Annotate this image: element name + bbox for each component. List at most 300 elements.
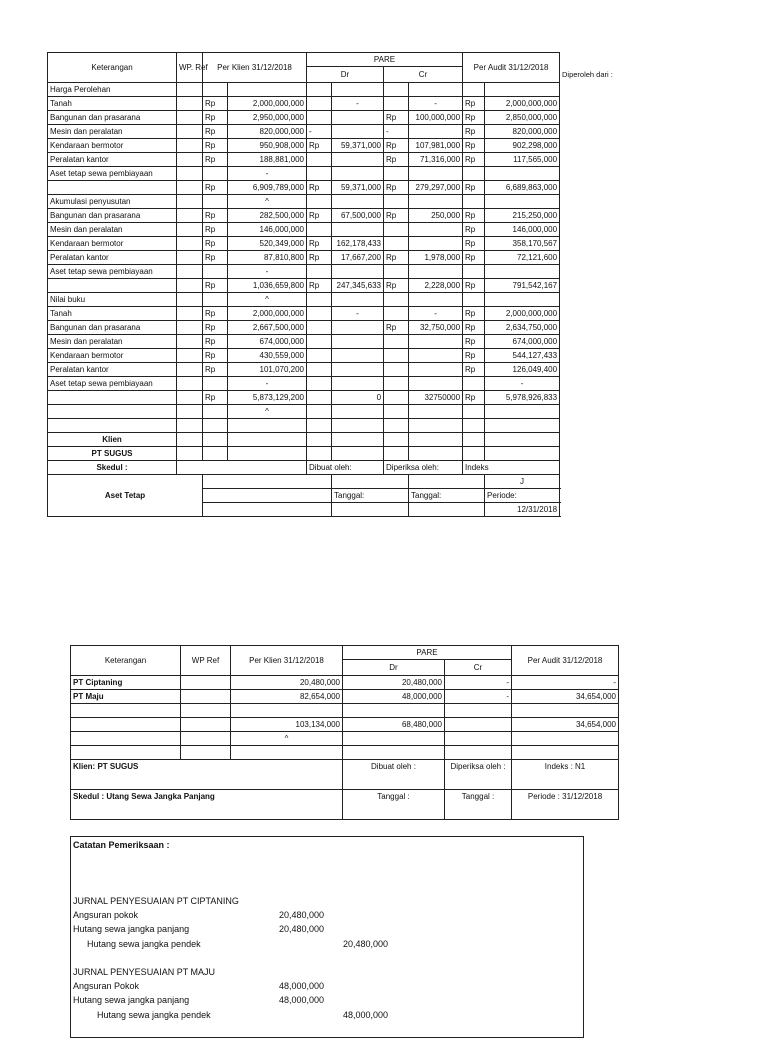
t2-header-per-audit: Per Audit 31/12/2018: [512, 646, 619, 676]
t1-row: [48, 363, 560, 377]
t2-footer-klien: Klien: PT SUGUS: [71, 760, 343, 790]
row-cr: [409, 405, 463, 419]
row-rp-audit: Rp: [463, 391, 485, 405]
row-per-audit: 34,654,000: [512, 690, 619, 704]
row-per-audit: 126,049,400: [485, 363, 560, 377]
row-wp-ref: [177, 83, 203, 97]
row-wp-ref: [181, 718, 231, 732]
header-dr: Dr: [307, 67, 384, 83]
footer-diperiksa: Diperiksa oleh:: [384, 461, 463, 475]
row-per-audit: [485, 293, 560, 307]
t2-footer-indeks: Indeks : N1: [512, 760, 619, 790]
journal-1-line-2-amount: 20,480,000: [279, 924, 325, 934]
row-rp-cr: Rp: [384, 111, 409, 125]
row-rp-audit: Rp: [463, 181, 485, 195]
row-keterangan: Nilai buku: [48, 293, 177, 307]
row-dr: [343, 704, 445, 718]
row-dr: [332, 335, 384, 349]
row-per-klien: 2,000,000,000: [228, 97, 307, 111]
t2-header-cr: Cr: [445, 660, 512, 676]
row-rp-audit: Rp: [463, 237, 485, 251]
row-rp-audit: Rp: [463, 209, 485, 223]
row-rp-dr: Rp: [307, 181, 332, 195]
t1-row: [48, 279, 560, 293]
t2-row: [71, 718, 619, 732]
row-per-klien: -: [228, 377, 307, 391]
row-per-klien: [231, 746, 343, 760]
row-rp-dr: [307, 195, 332, 209]
row-rp-audit: Rp: [463, 223, 485, 237]
row-wp-ref: [181, 732, 231, 746]
row-keterangan: Aset tetap sewa pembiayaan: [48, 377, 177, 391]
row-per-klien: 2,667,500,000: [228, 321, 307, 335]
row-dr: [332, 377, 384, 391]
row-rp-audit: Rp: [463, 279, 485, 293]
row-per-klien: ^: [228, 195, 307, 209]
journal-2-line-1-amount: 48,000,000: [279, 981, 325, 991]
row-dr: 48,000,000: [343, 690, 445, 704]
row-per-klien: [228, 83, 307, 97]
lease-debt-table: [70, 645, 619, 820]
t1-row: [48, 195, 560, 209]
row-wp-ref: [177, 125, 203, 139]
row-rp-dr: [307, 97, 332, 111]
row-rp-klien: [203, 405, 228, 419]
row-dr: -: [332, 97, 384, 111]
row-keterangan: Bangunan dan prasarana: [48, 209, 177, 223]
row-per-klien: 101,070,200: [228, 363, 307, 377]
row-rp-audit: Rp: [463, 125, 485, 139]
row-dr: [343, 746, 445, 760]
row-dr: 20,480,000: [343, 676, 445, 690]
row-wp-ref: [177, 251, 203, 265]
row-cr: [409, 237, 463, 251]
row-keterangan: Mesin dan peralatan: [48, 223, 177, 237]
row-dr: 67,500,000: [332, 209, 384, 223]
journal-1-line-3: Hutang sewa jangka pendek: [87, 939, 201, 949]
row-rp-cr: [384, 293, 409, 307]
row-per-klien: ^: [228, 293, 307, 307]
journal-2-line-2: Hutang sewa jangka panjang: [73, 995, 190, 1005]
row-keterangan: Aset tetap sewa pembiayaan: [48, 265, 177, 279]
t1-row: [48, 111, 560, 125]
t2-row: [71, 732, 619, 746]
row-cr: 71,316,000: [409, 153, 463, 167]
diperoleh-dari-label: Diperoleh dari :: [562, 70, 613, 79]
row-keterangan: Harga Perolehan: [48, 83, 177, 97]
row-cr: -: [409, 97, 463, 111]
row-dr: [343, 732, 445, 746]
t2-footer-tanggal-2: Tanggal :: [445, 790, 512, 820]
row-rp-klien: [203, 265, 228, 279]
row-rp-klien: Rp: [203, 125, 228, 139]
journal-1-line-1-amount: 20,480,000: [279, 910, 325, 920]
row-keterangan: [48, 181, 177, 195]
row-rp-dr: [307, 111, 332, 125]
t1-row: [48, 83, 560, 97]
row-cr: [409, 83, 463, 97]
journal-1-title: JURNAL PENYESUAIAN PT CIPTANING: [73, 896, 239, 906]
row-per-audit: 2,850,000,000: [485, 111, 560, 125]
row-rp-audit: Rp: [463, 139, 485, 153]
row-wp-ref: [177, 167, 203, 181]
row-rp-audit: Rp: [463, 153, 485, 167]
row-wp-ref: [177, 391, 203, 405]
row-per-audit: 117,565,000: [485, 153, 560, 167]
row-per-klien: 20,480,000: [231, 676, 343, 690]
row-dr: 0: [332, 391, 384, 405]
row-rp-klien: [203, 195, 228, 209]
t2-footer-periode: Periode : 31/12/2018: [512, 790, 619, 820]
t1-row: [48, 181, 560, 195]
t2-header-dr: Dr: [343, 660, 445, 676]
row-rp-audit: [463, 293, 485, 307]
t2-row: [71, 746, 619, 760]
row-cr: 250,000: [409, 209, 463, 223]
row-rp-klien: Rp: [203, 223, 228, 237]
header-per-audit: Per Audit 31/12/2018: [463, 53, 560, 83]
t1-row: [48, 153, 560, 167]
t1-row: [48, 391, 560, 405]
row-wp-ref: [177, 139, 203, 153]
t2-footer-diperiksa: Diperiksa oleh :: [445, 760, 512, 790]
row-rp-cr: [384, 391, 409, 405]
row-keterangan: [48, 391, 177, 405]
row-keterangan: Kendaraan bermotor: [48, 349, 177, 363]
row-rp-dr: [307, 293, 332, 307]
row-cr: 32750000: [409, 391, 463, 405]
row-rp-audit: [463, 265, 485, 279]
row-per-klien: 103,134,000: [231, 718, 343, 732]
t2-header-per-klien: Per Klien 31/12/2018: [231, 646, 343, 676]
row-rp-audit: Rp: [463, 251, 485, 265]
row-per-klien: 1,036,659,800: [228, 279, 307, 293]
row-wp-ref: [177, 153, 203, 167]
row-wp-ref: [181, 704, 231, 718]
row-wp-ref: [177, 307, 203, 321]
row-dr: [332, 363, 384, 377]
row-cr: [445, 732, 512, 746]
footer-tanggal-2: Tanggal:: [409, 489, 485, 503]
row-dr: [332, 223, 384, 237]
row-per-audit: 2,000,000,000: [485, 307, 560, 321]
row-keterangan: PT Maju: [71, 690, 181, 704]
row-dr: 59,371,000: [332, 139, 384, 153]
row-rp-cr: [384, 363, 409, 377]
row-rp-cr: Rp: [384, 209, 409, 223]
row-rp-audit: [463, 83, 485, 97]
row-wp-ref: [177, 265, 203, 279]
row-rp-cr: -: [384, 125, 409, 139]
row-rp-audit: [463, 195, 485, 209]
row-rp-klien: [203, 377, 228, 391]
row-keterangan: [71, 718, 181, 732]
row-keterangan: Mesin dan peralatan: [48, 335, 177, 349]
row-rp-audit: Rp: [463, 349, 485, 363]
header-keterangan: Keterangan: [48, 53, 177, 83]
row-cr: [409, 349, 463, 363]
row-per-audit: -: [485, 377, 560, 391]
t2-footer-tanggal-1: Tanggal :: [343, 790, 445, 820]
row-per-klien: 188,881,000: [228, 153, 307, 167]
row-rp-audit: [463, 377, 485, 391]
row-rp-klien: Rp: [203, 153, 228, 167]
row-dr: 59,371,000: [332, 181, 384, 195]
row-keterangan: [71, 746, 181, 760]
row-wp-ref: [177, 237, 203, 251]
header-wp-ref: WP. Ref: [177, 53, 203, 83]
row-per-audit: -: [512, 676, 619, 690]
footer-indeks: Indeks: [463, 461, 560, 475]
row-per-klien: 820,000,000: [228, 125, 307, 139]
row-dr: [332, 153, 384, 167]
row-rp-audit: Rp: [463, 335, 485, 349]
row-cr: 32,750,000: [409, 321, 463, 335]
row-cr: [409, 293, 463, 307]
row-per-audit: 544,127,433: [485, 349, 560, 363]
row-keterangan: Akumulasi penyusutan: [48, 195, 177, 209]
t1-row: [48, 265, 560, 279]
row-per-klien: [231, 704, 343, 718]
row-dr: [332, 125, 384, 139]
row-cr: 2,228,000: [409, 279, 463, 293]
footer-tanggal-1: Tanggal:: [332, 489, 409, 503]
row-dr: [332, 83, 384, 97]
row-rp-audit: [463, 167, 485, 181]
row-per-audit: 6,689,863,000: [485, 181, 560, 195]
row-rp-audit: [463, 405, 485, 419]
row-keterangan: [48, 279, 177, 293]
row-keterangan: Aset tetap sewa pembiayaan: [48, 167, 177, 181]
row-per-audit: [485, 195, 560, 209]
row-rp-klien: Rp: [203, 111, 228, 125]
row-dr: 247,345,633: [332, 279, 384, 293]
row-rp-cr: Rp: [384, 279, 409, 293]
t1-row: [48, 125, 560, 139]
row-rp-dr: [307, 265, 332, 279]
t1-row: [48, 349, 560, 363]
audit-notes-box: [70, 836, 584, 1038]
row-cr: [445, 746, 512, 760]
footer-skedul-name: Aset Tetap: [48, 475, 203, 517]
row-rp-audit: Rp: [463, 321, 485, 335]
t1-row: [48, 237, 560, 251]
row-rp-dr: [307, 83, 332, 97]
row-keterangan: Bangunan dan prasarana: [48, 111, 177, 125]
journal-2-line-3-amount: 48,000,000: [343, 1010, 389, 1020]
row-keterangan: Tanah: [48, 97, 177, 111]
row-rp-dr: Rp: [307, 237, 332, 251]
row-wp-ref: [177, 195, 203, 209]
row-cr: [409, 377, 463, 391]
row-cr: [409, 335, 463, 349]
row-wp-ref: [177, 349, 203, 363]
row-rp-audit: Rp: [463, 307, 485, 321]
row-per-audit: [485, 83, 560, 97]
row-keterangan: Peralatan kantor: [48, 363, 177, 377]
footer-klien-name: PT SUGUS: [48, 447, 177, 461]
row-per-audit: 820,000,000: [485, 125, 560, 139]
row-cr: -: [445, 676, 512, 690]
t1-row: [48, 293, 560, 307]
row-wp-ref: [177, 377, 203, 391]
row-cr: [445, 704, 512, 718]
row-cr: [409, 363, 463, 377]
row-wp-ref: [177, 181, 203, 195]
row-rp-cr: [384, 377, 409, 391]
row-rp-cr: Rp: [384, 321, 409, 335]
row-rp-cr: [384, 335, 409, 349]
row-wp-ref: [177, 111, 203, 125]
journal-2-line-2-amount: 48,000,000: [279, 995, 325, 1005]
row-rp-klien: Rp: [203, 97, 228, 111]
footer-indeks-value: J: [485, 475, 560, 489]
t1-row: [48, 223, 560, 237]
row-cr: [409, 195, 463, 209]
row-per-klien: 282,500,000: [228, 209, 307, 223]
row-cr: 100,000,000: [409, 111, 463, 125]
row-dr: [332, 265, 384, 279]
row-wp-ref: [181, 676, 231, 690]
row-rp-klien: Rp: [203, 139, 228, 153]
row-per-audit: 902,298,000: [485, 139, 560, 153]
row-rp-cr: [384, 223, 409, 237]
row-per-audit: [512, 746, 619, 760]
row-wp-ref: [177, 321, 203, 335]
row-rp-klien: Rp: [203, 251, 228, 265]
row-per-audit: [485, 405, 560, 419]
row-per-audit: 358,170,567: [485, 237, 560, 251]
row-rp-audit: Rp: [463, 97, 485, 111]
row-dr: 68,480,000: [343, 718, 445, 732]
row-dr: [332, 293, 384, 307]
footer-periode: Periode:: [485, 489, 560, 503]
row-wp-ref: [177, 209, 203, 223]
row-rp-klien: [203, 83, 228, 97]
row-per-klien: 674,000,000: [228, 335, 307, 349]
row-keterangan: Mesin dan peralatan: [48, 125, 177, 139]
row-per-audit: 2,634,750,000: [485, 321, 560, 335]
row-cr: 107,981,000: [409, 139, 463, 153]
row-cr: [409, 125, 463, 139]
row-per-audit: 674,000,000: [485, 335, 560, 349]
row-cr: 1,978,000: [409, 251, 463, 265]
fixed-assets-table: [47, 52, 560, 517]
row-rp-dr: Rp: [307, 251, 332, 265]
row-per-klien: 430,559,000: [228, 349, 307, 363]
t1-row: [48, 307, 560, 321]
row-dr: 162,178,433: [332, 237, 384, 251]
row-rp-dr: [307, 377, 332, 391]
t2-header-keterangan: Keterangan: [71, 646, 181, 676]
row-rp-klien: Rp: [203, 391, 228, 405]
row-rp-cr: [384, 405, 409, 419]
row-rp-klien: [203, 293, 228, 307]
row-keterangan: Peralatan kantor: [48, 251, 177, 265]
t2-row: [71, 676, 619, 690]
row-wp-ref: [177, 405, 203, 419]
row-dr: [332, 111, 384, 125]
t2-row: [71, 704, 619, 718]
journal-1-line-2: Hutang sewa jangka panjang: [73, 924, 190, 934]
row-rp-dr: [307, 223, 332, 237]
row-rp-klien: [203, 167, 228, 181]
row-rp-dr: Rp: [307, 279, 332, 293]
t1-row: [48, 167, 560, 181]
row-per-audit: [512, 732, 619, 746]
row-wp-ref: [177, 335, 203, 349]
row-rp-klien: Rp: [203, 279, 228, 293]
row-wp-ref: [181, 690, 231, 704]
row-per-klien: ^: [231, 732, 343, 746]
row-per-audit: [485, 265, 560, 279]
t1-row: [48, 335, 560, 349]
row-cr: 279,297,000: [409, 181, 463, 195]
row-rp-dr: [307, 167, 332, 181]
row-rp-klien: Rp: [203, 321, 228, 335]
t1-row: [48, 377, 560, 391]
row-rp-klien: Rp: [203, 209, 228, 223]
row-rp-cr: [384, 237, 409, 251]
footer-skedul-label: Skedul :: [48, 461, 177, 475]
t2-header-wp-ref: WP Ref: [181, 646, 231, 676]
row-rp-cr: [384, 195, 409, 209]
row-rp-cr: Rp: [384, 181, 409, 195]
row-per-klien: ^: [228, 405, 307, 419]
row-keterangan: Kendaraan bermotor: [48, 237, 177, 251]
row-per-klien: 87,810,800: [228, 251, 307, 265]
row-per-audit: [485, 167, 560, 181]
row-rp-klien: Rp: [203, 181, 228, 195]
row-per-klien: 5,873,129,200: [228, 391, 307, 405]
row-rp-klien: Rp: [203, 237, 228, 251]
row-per-audit: 2,000,000,000: [485, 97, 560, 111]
row-wp-ref: [181, 746, 231, 760]
row-cr: [409, 223, 463, 237]
t2-header-pare: PARE: [343, 646, 512, 660]
row-rp-dr: [307, 349, 332, 363]
row-rp-dr: [307, 321, 332, 335]
row-keterangan: Kendaraan bermotor: [48, 139, 177, 153]
row-per-klien: -: [228, 265, 307, 279]
row-per-audit: 72,121,600: [485, 251, 560, 265]
row-wp-ref: [177, 279, 203, 293]
t1-row: [48, 405, 560, 419]
t1-row: [48, 209, 560, 223]
row-wp-ref: [177, 97, 203, 111]
row-per-klien: 6,909,789,000: [228, 181, 307, 195]
t1-row: [48, 97, 560, 111]
footer-dibuat: Dibuat oleh:: [307, 461, 384, 475]
row-rp-audit: Rp: [463, 111, 485, 125]
journal-2-line-3: Hutang sewa jangka pendek: [97, 1010, 211, 1020]
footer-klien-label: Klien: [48, 433, 177, 447]
row-rp-dr: [307, 153, 332, 167]
row-per-audit: 5,978,926,833: [485, 391, 560, 405]
row-per-klien: 82,654,000: [231, 690, 343, 704]
row-rp-dr: -: [307, 125, 332, 139]
journal-1-line-3-amount: 20,480,000: [343, 939, 389, 949]
row-rp-dr: Rp: [307, 209, 332, 223]
row-keterangan: Bangunan dan prasarana: [48, 321, 177, 335]
row-keterangan: [48, 405, 177, 419]
row-per-audit: [512, 704, 619, 718]
row-rp-dr: [307, 363, 332, 377]
row-rp-cr: [384, 83, 409, 97]
row-dr: [332, 195, 384, 209]
row-per-audit: 146,000,000: [485, 223, 560, 237]
row-rp-dr: [307, 391, 332, 405]
